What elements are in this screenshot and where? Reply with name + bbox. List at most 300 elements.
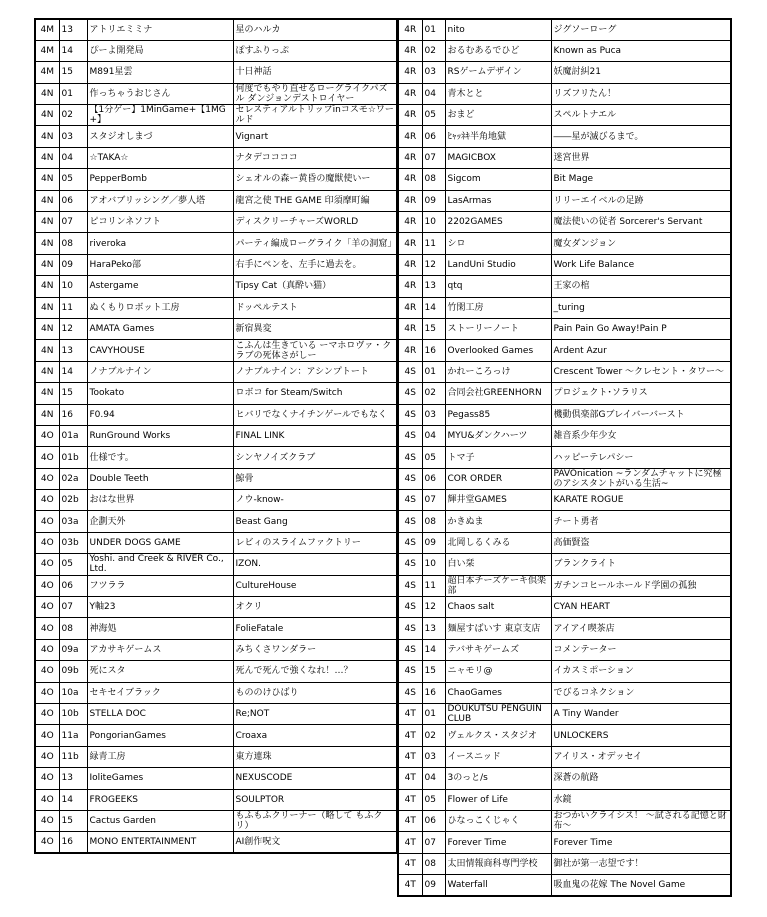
- booth-number-cell: 03: [422, 746, 445, 767]
- booth-number-cell: 06: [59, 575, 87, 596]
- booth-number-cell: 11b: [59, 746, 87, 767]
- booth-block-cell: 4N: [35, 190, 59, 211]
- game-title-cell: みちくさワンダラー: [233, 639, 397, 660]
- booth-block-cell: 4S: [398, 532, 422, 553]
- booth-block-cell: 4R: [398, 297, 422, 318]
- booth-block-cell: 4S: [398, 575, 422, 596]
- booth-block-cell: 4S: [398, 554, 422, 575]
- booth-block-cell: 4N: [35, 126, 59, 147]
- circle-name-cell: LasArmas: [445, 190, 551, 211]
- booth-number-cell: 01b: [59, 447, 87, 468]
- table-row: [35, 490, 397, 511]
- booth-number-cell: 16: [422, 340, 445, 361]
- circle-name-cell: STELLA DOC: [87, 704, 233, 725]
- game-title-cell: アイアイ喫茶店: [551, 618, 731, 639]
- booth-block-cell: 4R: [398, 126, 422, 147]
- table-row: [35, 233, 397, 254]
- game-title-cell: PAVOnication ~ランダムチャットに究極のアシスタントがいる生活~: [551, 468, 731, 489]
- booth-block-cell: 4N: [35, 383, 59, 404]
- booth-number-cell: 08: [422, 853, 445, 874]
- table-row: [35, 618, 397, 639]
- booth-table-right: [397, 18, 732, 897]
- game-title-cell: Pain Pain Go Away!Pain P: [551, 318, 731, 339]
- booth-block-cell: 4M: [35, 40, 59, 61]
- booth-number-cell: 04: [422, 425, 445, 446]
- booth-number-cell: 16: [59, 832, 87, 853]
- game-title-cell: Croaxa: [233, 725, 397, 746]
- booth-block-cell: 4O: [35, 661, 59, 682]
- booth-number-cell: 10: [59, 276, 87, 297]
- booth-block-cell: 4N: [35, 83, 59, 104]
- circle-name-cell: DOUKUTSU PENGUIN CLUB: [445, 704, 551, 725]
- booth-number-cell: 14: [422, 639, 445, 660]
- booth-number-cell: 08: [59, 618, 87, 639]
- game-title-cell: 魔女ダンジョン: [551, 233, 731, 254]
- booth-block-cell: 4N: [35, 276, 59, 297]
- game-title-cell: ブランクライト: [551, 554, 731, 575]
- booth-number-cell: 03: [422, 404, 445, 425]
- game-title-cell: _turing: [551, 297, 731, 318]
- booth-number-cell: 14: [59, 40, 87, 61]
- table-row: [398, 532, 731, 553]
- game-title-cell: Re;NOT: [233, 704, 397, 725]
- booth-table-right-body: [398, 19, 731, 896]
- booth-block-cell: 4S: [398, 597, 422, 618]
- table-row: [398, 425, 731, 446]
- table-row: [35, 318, 397, 339]
- circle-name-cell: アカサキゲームス: [87, 639, 233, 660]
- booth-block-cell: 4O: [35, 682, 59, 703]
- table-row: [35, 19, 397, 40]
- game-title-cell: 機動倶楽部Gブレイバーバースト: [551, 404, 731, 425]
- game-title-cell: AI創作呪文: [233, 832, 397, 853]
- circle-name-cell: ぴーよ開発局: [87, 40, 233, 61]
- booth-number-cell: 01: [422, 361, 445, 382]
- booth-number-cell: 02: [422, 383, 445, 404]
- game-title-cell: CYAN HEART: [551, 597, 731, 618]
- game-title-cell: Tipsy Cat（真酔い猫）: [233, 276, 397, 297]
- table-row: [398, 447, 731, 468]
- booth-number-cell: 06: [422, 468, 445, 489]
- booth-number-cell: 15: [59, 383, 87, 404]
- game-title-cell: A Tiny Wander: [551, 704, 731, 725]
- game-title-cell: もののけひばり: [233, 682, 397, 703]
- booth-number-cell: 10: [422, 554, 445, 575]
- booth-block-cell: 4N: [35, 361, 59, 382]
- table-row: [35, 746, 397, 767]
- booth-block-cell: 4S: [398, 468, 422, 489]
- circle-name-cell: 竹閑工房: [445, 297, 551, 318]
- table-row: [35, 340, 397, 361]
- game-title-cell: 妖魔討糾21: [551, 62, 731, 83]
- booth-block-cell: 4S: [398, 361, 422, 382]
- table-row: [35, 361, 397, 382]
- booth-block-cell: 4N: [35, 340, 59, 361]
- circle-name-cell: RunGround Works: [87, 425, 233, 446]
- booth-number-cell: 11: [59, 297, 87, 318]
- booth-block-cell: 4R: [398, 318, 422, 339]
- booth-number-cell: 14: [422, 297, 445, 318]
- booth-number-cell: 13: [59, 340, 87, 361]
- booth-block-cell: 4N: [35, 404, 59, 425]
- game-title-cell: ヒバリでなくナイチンゲールでもなく: [233, 404, 397, 425]
- circle-name-cell: 死にスタ: [87, 661, 233, 682]
- booth-table-left-body: [35, 19, 397, 853]
- table-row: [398, 468, 731, 489]
- booth-block-cell: 4S: [398, 661, 422, 682]
- circle-name-cell: MYU&ダンクハーツ: [445, 425, 551, 446]
- circle-name-cell: 企劃天外: [87, 511, 233, 532]
- game-title-cell: ナタデココココ: [233, 147, 397, 168]
- game-title-cell: 右手にペンを、左手に過去を。: [233, 254, 397, 275]
- booth-block-cell: 4M: [35, 62, 59, 83]
- circle-name-cell: Tookato: [87, 383, 233, 404]
- circle-name-cell: スタジオしまづ: [87, 126, 233, 147]
- booth-number-cell: 08: [422, 169, 445, 190]
- circle-name-cell: IoliteGames: [87, 768, 233, 789]
- booth-block-cell: 4R: [398, 254, 422, 275]
- game-title-cell: 十日神話: [233, 62, 397, 83]
- booth-block-cell: 4N: [35, 212, 59, 233]
- booth-block-cell: 4R: [398, 83, 422, 104]
- booth-block-cell: 4O: [35, 810, 59, 831]
- booth-block-cell: 4O: [35, 704, 59, 725]
- booth-number-cell: 09a: [59, 639, 87, 660]
- booth-block-cell: 4R: [398, 40, 422, 61]
- booth-block-cell: 4O: [35, 768, 59, 789]
- game-title-cell: 御社が第一志望です！: [551, 853, 731, 874]
- booth-block-cell: 4N: [35, 169, 59, 190]
- table-row: [398, 276, 731, 297]
- game-title-cell: Forever Time: [551, 832, 731, 853]
- table-row: [398, 62, 731, 83]
- table-row: [35, 254, 397, 275]
- booth-number-cell: 01a: [59, 425, 87, 446]
- circle-name-cell: AMATA Games: [87, 318, 233, 339]
- booth-number-cell: 04: [422, 83, 445, 104]
- booth-number-cell: 12: [59, 318, 87, 339]
- booth-block-cell: 4T: [398, 725, 422, 746]
- game-title-cell: 深蒼の航路: [551, 768, 731, 789]
- booth-block-cell: 4T: [398, 789, 422, 810]
- table-row: [35, 768, 397, 789]
- booth-block-cell: 4O: [35, 468, 59, 489]
- circle-name-cell: 北岡しるくみる: [445, 532, 551, 553]
- table-row: [398, 212, 731, 233]
- game-title-cell: ロボコ for Steam/Switch: [233, 383, 397, 404]
- table-row: [398, 682, 731, 703]
- table-row: [35, 40, 397, 61]
- circle-name-cell: MONO ENTERTAINMENT: [87, 832, 233, 853]
- table-row: [35, 661, 397, 682]
- circle-name-cell: 2202GAMES: [445, 212, 551, 233]
- circle-name-cell: Astergame: [87, 276, 233, 297]
- booth-number-cell: 11: [422, 575, 445, 596]
- table-row: [35, 126, 397, 147]
- table-row: [398, 340, 731, 361]
- booth-number-cell: 01: [422, 19, 445, 40]
- game-title-cell: 鯨骨: [233, 468, 397, 489]
- circle-name-cell: おはな世界: [87, 490, 233, 511]
- booth-number-cell: 12: [422, 254, 445, 275]
- booth-block-cell: 4O: [35, 725, 59, 746]
- game-title-cell: 新宿異変: [233, 318, 397, 339]
- table-row: [398, 404, 731, 425]
- booth-block-cell: 4N: [35, 147, 59, 168]
- circle-name-cell: HaraPeko部: [87, 254, 233, 275]
- game-title-cell: 死んで死んで強くなれ！…？: [233, 661, 397, 682]
- table-row: [35, 62, 397, 83]
- booth-block-cell: 4N: [35, 297, 59, 318]
- circle-name-cell: 輝井堂GAMES: [445, 490, 551, 511]
- booth-number-cell: 07: [422, 147, 445, 168]
- circle-name-cell: 白い栞: [445, 554, 551, 575]
- circle-name-cell: COR ORDER: [445, 468, 551, 489]
- circle-name-cell: Sigcom: [445, 169, 551, 190]
- game-title-cell: シェオルの森ー黄昏の魔獣使いー: [233, 169, 397, 190]
- table-row: [398, 554, 731, 575]
- game-title-cell: ノウ-know-: [233, 490, 397, 511]
- circle-name-cell: かきぬま: [445, 511, 551, 532]
- table-row: [35, 575, 397, 596]
- booth-block-cell: 4T: [398, 768, 422, 789]
- booth-number-cell: 09: [422, 532, 445, 553]
- circle-name-cell: テバサキゲームズ: [445, 639, 551, 660]
- booth-block-cell: 4S: [398, 511, 422, 532]
- table-row: [398, 19, 731, 40]
- game-title-cell: でびるコネクション: [551, 682, 731, 703]
- circle-name-cell: ChaoGames: [445, 682, 551, 703]
- booth-number-cell: 01: [59, 83, 87, 104]
- circle-name-cell: アオバブリッシング／夢人塔: [87, 190, 233, 211]
- booth-number-cell: 09: [422, 190, 445, 211]
- booth-number-cell: 03a: [59, 511, 87, 532]
- table-row: [35, 789, 397, 810]
- game-title-cell: リリーエイベルの足跡: [551, 190, 731, 211]
- game-title-cell: 吸血鬼の花嫁 The Novel Game: [551, 875, 731, 896]
- table-row: [35, 554, 397, 575]
- table-row: [398, 361, 731, 382]
- booth-number-cell: 03: [422, 62, 445, 83]
- game-title-cell: 何度でもやり直せるローグライクパズル ダンジョンデストロイヤー: [233, 83, 397, 104]
- table-row: [398, 511, 731, 532]
- booth-number-cell: 09b: [59, 661, 87, 682]
- game-title-cell: 迷宮世界: [551, 147, 731, 168]
- table-row: [35, 468, 397, 489]
- booth-block-cell: 4R: [398, 340, 422, 361]
- circle-name-cell: 緑青工房: [87, 746, 233, 767]
- booth-block-cell: 4O: [35, 832, 59, 853]
- table-row: [398, 853, 731, 874]
- game-title-cell: プロジェクト･ソラリス: [551, 383, 731, 404]
- game-title-cell: 水鏡: [551, 789, 731, 810]
- booth-block-cell: 4T: [398, 853, 422, 874]
- table-row: [398, 126, 731, 147]
- table-row: [35, 810, 397, 831]
- booth-block-cell: 4S: [398, 639, 422, 660]
- circle-name-cell: 【1分ゲー】1MinGame+【1MG+】: [87, 105, 233, 126]
- game-title-cell: レビィのスライムファクトリー: [233, 532, 397, 553]
- game-title-cell: パーティ編成ローグライク「羊の洞窟」: [233, 233, 397, 254]
- game-title-cell: ジグソーローグ: [551, 19, 731, 40]
- booth-number-cell: 10b: [59, 704, 87, 725]
- table-row: [398, 318, 731, 339]
- game-title-cell: SOULPTOR: [233, 789, 397, 810]
- game-title-cell: オクリ: [233, 597, 397, 618]
- booth-block-cell: 4O: [35, 511, 59, 532]
- game-title-cell: 魔法使いの従者 Sorcerer's Servant: [551, 212, 731, 233]
- game-title-cell: ハッピーテレパシー: [551, 447, 731, 468]
- table-row: [35, 147, 397, 168]
- booth-number-cell: 04: [59, 147, 87, 168]
- game-title-cell: ぽすふりっぷ: [233, 40, 397, 61]
- circle-name-cell: Cactus Garden: [87, 810, 233, 831]
- booth-number-cell: 03: [59, 126, 87, 147]
- booth-number-cell: 07: [422, 490, 445, 511]
- booth-block-cell: 4R: [398, 147, 422, 168]
- game-title-cell: こふんは生きている ーマホロヴァ・クラブの死体さがしー: [233, 340, 397, 361]
- game-title-cell: FINAL LINK: [233, 425, 397, 446]
- table-row: [398, 147, 731, 168]
- circle-name-cell: ピコリンネソフト: [87, 212, 233, 233]
- circle-name-cell: F0.94: [87, 404, 233, 425]
- table-row: [398, 40, 731, 61]
- booth-block-cell: 4T: [398, 704, 422, 725]
- booth-number-cell: 07: [59, 597, 87, 618]
- booth-number-cell: 02b: [59, 490, 87, 511]
- game-title-cell: ノナブルナイン：アシンプトート: [233, 361, 397, 382]
- table-row: [398, 254, 731, 275]
- circle-name-cell: qtq: [445, 276, 551, 297]
- game-title-cell: Vignart: [233, 126, 397, 147]
- booth-block-cell: 4N: [35, 233, 59, 254]
- booth-table-left: [34, 18, 398, 854]
- booth-number-cell: 08: [59, 233, 87, 254]
- game-title-cell: UNLOCKERS: [551, 725, 731, 746]
- circle-name-cell: Overlooked Games: [445, 340, 551, 361]
- booth-number-cell: 14: [59, 361, 87, 382]
- circle-name-cell: riveroka: [87, 233, 233, 254]
- circle-name-cell: ひなっこくじゃく: [445, 810, 551, 831]
- table-row: [398, 83, 731, 104]
- table-row: [398, 810, 731, 831]
- booth-block-cell: 4R: [398, 169, 422, 190]
- booth-block-cell: 4R: [398, 105, 422, 126]
- booth-block-cell: 4S: [398, 425, 422, 446]
- table-row: [398, 233, 731, 254]
- table-row: [398, 768, 731, 789]
- booth-number-cell: 01: [422, 704, 445, 725]
- circle-name-cell: ヴェルクス・スタジオ: [445, 725, 551, 746]
- booth-block-cell: 4S: [398, 404, 422, 425]
- booth-number-cell: 07: [422, 832, 445, 853]
- booth-number-cell: 13: [59, 768, 87, 789]
- booth-number-cell: 06: [422, 810, 445, 831]
- circle-name-cell: Forever Time: [445, 832, 551, 853]
- booth-block-cell: 4S: [398, 618, 422, 639]
- booth-number-cell: 10: [422, 212, 445, 233]
- game-title-cell: 雑音系少年少女: [551, 425, 731, 446]
- table-row: [35, 190, 397, 211]
- booth-number-cell: 02a: [59, 468, 87, 489]
- game-title-cell: 星のハルカ: [233, 19, 397, 40]
- game-title-cell: Known as Puca: [551, 40, 731, 61]
- circle-name-cell: ストーリーノート: [445, 318, 551, 339]
- circle-name-cell: PepperBomb: [87, 169, 233, 190]
- game-title-cell: NEXUSCODE: [233, 768, 397, 789]
- game-title-cell: おつかいクライシス！ ～試される記憶と財布～: [551, 810, 731, 831]
- booth-block-cell: 4O: [35, 554, 59, 575]
- booth-block-cell: 4T: [398, 875, 422, 896]
- game-title-cell: セレスティアルトリップinコスモ☆ワールド: [233, 105, 397, 126]
- booth-number-cell: 07: [59, 212, 87, 233]
- booth-number-cell: 08: [422, 511, 445, 532]
- table-row: [35, 83, 397, 104]
- booth-number-cell: 14: [59, 789, 87, 810]
- booth-number-cell: 15: [422, 661, 445, 682]
- booth-block-cell: 4O: [35, 618, 59, 639]
- circle-name-cell: MAGICBOX: [445, 147, 551, 168]
- table-row: [398, 832, 731, 853]
- booth-block-cell: 4N: [35, 105, 59, 126]
- game-title-cell: Crescent Tower ～クレセント・タワー～: [551, 361, 731, 382]
- booth-block-cell: 4T: [398, 832, 422, 853]
- game-title-cell: チート勇者: [551, 511, 731, 532]
- table-row: [35, 597, 397, 618]
- circle-name-cell: nito: [445, 19, 551, 40]
- table-row: [35, 511, 397, 532]
- game-title-cell: シンヤノイズクラブ: [233, 447, 397, 468]
- game-title-cell: ガチンコヒールホールド学園の孤独: [551, 575, 731, 596]
- booth-number-cell: 02: [59, 105, 87, 126]
- table-row: [398, 575, 731, 596]
- circle-name-cell: Waterfall: [445, 875, 551, 896]
- booth-block-cell: 4O: [35, 490, 59, 511]
- table-row: [398, 661, 731, 682]
- booth-number-cell: 05: [422, 105, 445, 126]
- booth-block-cell: 4R: [398, 190, 422, 211]
- circle-name-cell: ニャモリ@: [445, 661, 551, 682]
- game-title-cell: ――星が滅びるまで。: [551, 126, 731, 147]
- booth-block-cell: 4T: [398, 746, 422, 767]
- table-row: [398, 789, 731, 810]
- booth-block-cell: 4O: [35, 597, 59, 618]
- booth-block-cell: 4S: [398, 682, 422, 703]
- booth-block-cell: 4O: [35, 639, 59, 660]
- circle-name-cell: ☆TAKA☆: [87, 147, 233, 168]
- circle-name-cell: 青木とと: [445, 83, 551, 104]
- booth-number-cell: 04: [422, 768, 445, 789]
- booth-block-cell: 4N: [35, 254, 59, 275]
- game-title-cell: イカスミポーション: [551, 661, 731, 682]
- circle-name-cell: Double Teeth: [87, 468, 233, 489]
- booth-block-cell: 4S: [398, 490, 422, 511]
- game-title-cell: スペルトナエル: [551, 105, 731, 126]
- table-row: [398, 490, 731, 511]
- game-title-cell: もふもふクリーナー（略して もふクリ）: [233, 810, 397, 831]
- game-title-cell: Bit Mage: [551, 169, 731, 190]
- booth-number-cell: 12: [422, 597, 445, 618]
- booth-block-cell: 4O: [35, 532, 59, 553]
- booth-number-cell: 05: [59, 169, 87, 190]
- circle-name-cell: シロ: [445, 233, 551, 254]
- table-row: [35, 276, 397, 297]
- circle-name-cell: M891星雲: [87, 62, 233, 83]
- booth-number-cell: 09: [59, 254, 87, 275]
- table-row: [398, 383, 731, 404]
- circle-name-cell: 太田情報商科専門学校: [445, 853, 551, 874]
- booth-number-cell: 02: [422, 40, 445, 61]
